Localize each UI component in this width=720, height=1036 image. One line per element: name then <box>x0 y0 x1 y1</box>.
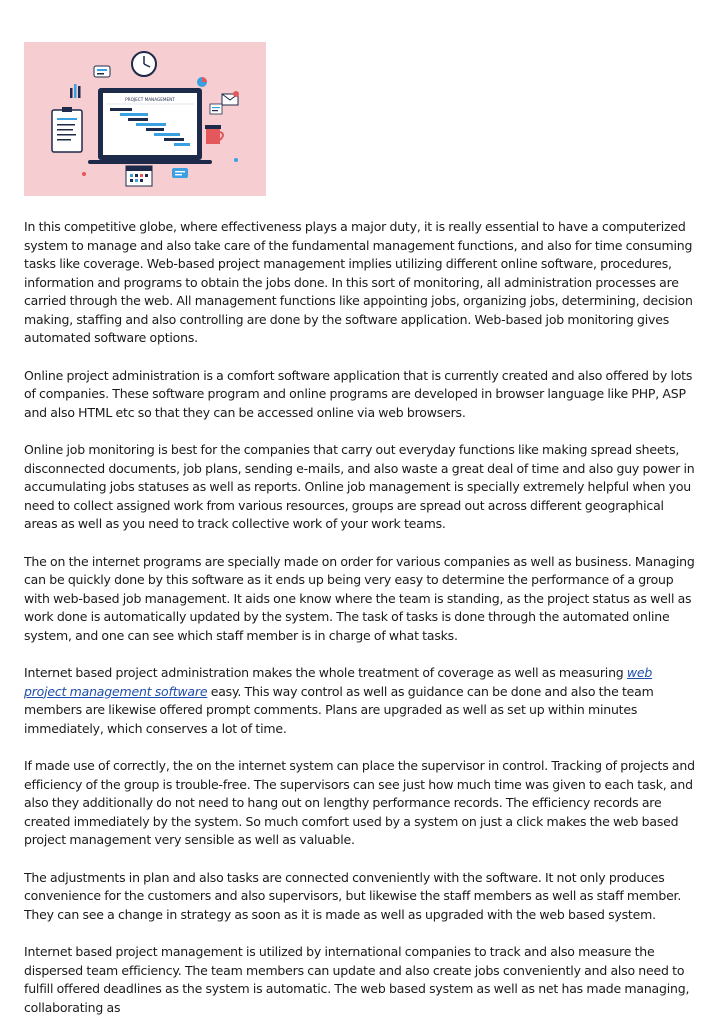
clock-icon <box>132 52 156 76</box>
laptop-icon <box>88 88 212 164</box>
coffee-cup-icon <box>205 125 223 144</box>
paragraph-1: In this competitive globe, where effectiveness plays a major duty, it is really essential to have a computerized system to manage and also take care of the fundamental management functions, and also for time consuming tasks like coverage. Web-based project management implies utilizing different online software, procedures, information and programs to obtain the jobs done. In this sort of monitoring, all administration processes are carried through the web. All management functions like appointing jobs, organizing jobs, determining, decision making, staffing and also controlling are done by the software application. Web-based job monitoring gives automated software options. <box>24 219 693 345</box>
pie-chart-icon <box>197 77 207 87</box>
paragraph-8: Internet based project management is utilized by international companies to track and also measure the dispersed team efficiency. The team members can update and also create jobs conveniently and also need to fulfill offered deadlines as the system is automatic. The web based system as well as net has made managing, collaborating as <box>24 944 690 1015</box>
clipboard-icon <box>52 107 82 152</box>
paragraph-3: Online job monitoring is best for the companies that carry out everyday functions like making spread sheets, disconnected documents, job plans, sending e-mails, and also waste a great deal of time and also guy power in accumulating jobs statuses as well as reports. Online job management is specially extremely helpful when you need to collect assigned work from various resources, groups are spread out across different geographical areas as well as you need to track collective work of your work teams. <box>24 442 695 531</box>
paragraph-2: Online project administration is a comfort software application that is currently created and also offered by lots of companies. These software program and online programs are developed in browser language like PHP, ASP and also HTML etc so that they can be accessed online via web browsers. <box>24 367 693 420</box>
envelope-icon <box>222 91 239 105</box>
project-management-illustration <box>24 42 266 196</box>
laptop-screen-title: PROJECT MANAGEMENT <box>125 97 175 102</box>
paragraph-5 <box>24 664 696 738</box>
paragraph-5-text-after: easy. This way control as well as guidance can be done and also the team members are likewise offered prompt comments. Plans are upgraded as well as set up within minutes immediately, which conserves a lot of time. <box>24 683 654 736</box>
paragraph-5-text-before: Internet based project administration makes the whole treatment of coverage as well as measuring <box>24 665 627 680</box>
note-icon <box>210 104 222 114</box>
paragraph-6: If made use of correctly, the on the internet system can place the supervisor in control. Tracking of projects and efficiency of the group is trouble-free. The supervisors can see just how much time was given to each task, and also they additionally do not need to hang out on lengthy performance records. The efficiency records are created immediately by the system. So much comfort used by a system on just a click makes the web based project management very sensible as well as valuable. <box>24 758 695 847</box>
chat-icon <box>94 66 110 77</box>
bar-chart-icon <box>70 84 81 98</box>
message-icon <box>172 168 188 178</box>
paragraph-7: The adjustments in plan and also tasks are connected conveniently with the software. It not only produces convenience for the customers and also supervisors, but likewise the staff members as well as staff member. They can see a change in strategy as soon as it is made as well as upgraded with the web based system. <box>24 869 682 922</box>
web-project-management-software-link[interactable]: web project management software <box>24 665 653 699</box>
article-body <box>24 218 696 1036</box>
paragraph-4: The on the internet programs are specially made on order for various companies as well as business. Managing can be quickly done by this software as it ends up being very easy to determine the performance of a group with web-based job management. It aids one know where the team is standing, as the project status as well as work done is automatically updated by the system. The task of tasks is done through the automated online system, and one can see which staff member is in charge of what tasks. <box>24 553 695 643</box>
calendar-icon <box>126 166 152 186</box>
